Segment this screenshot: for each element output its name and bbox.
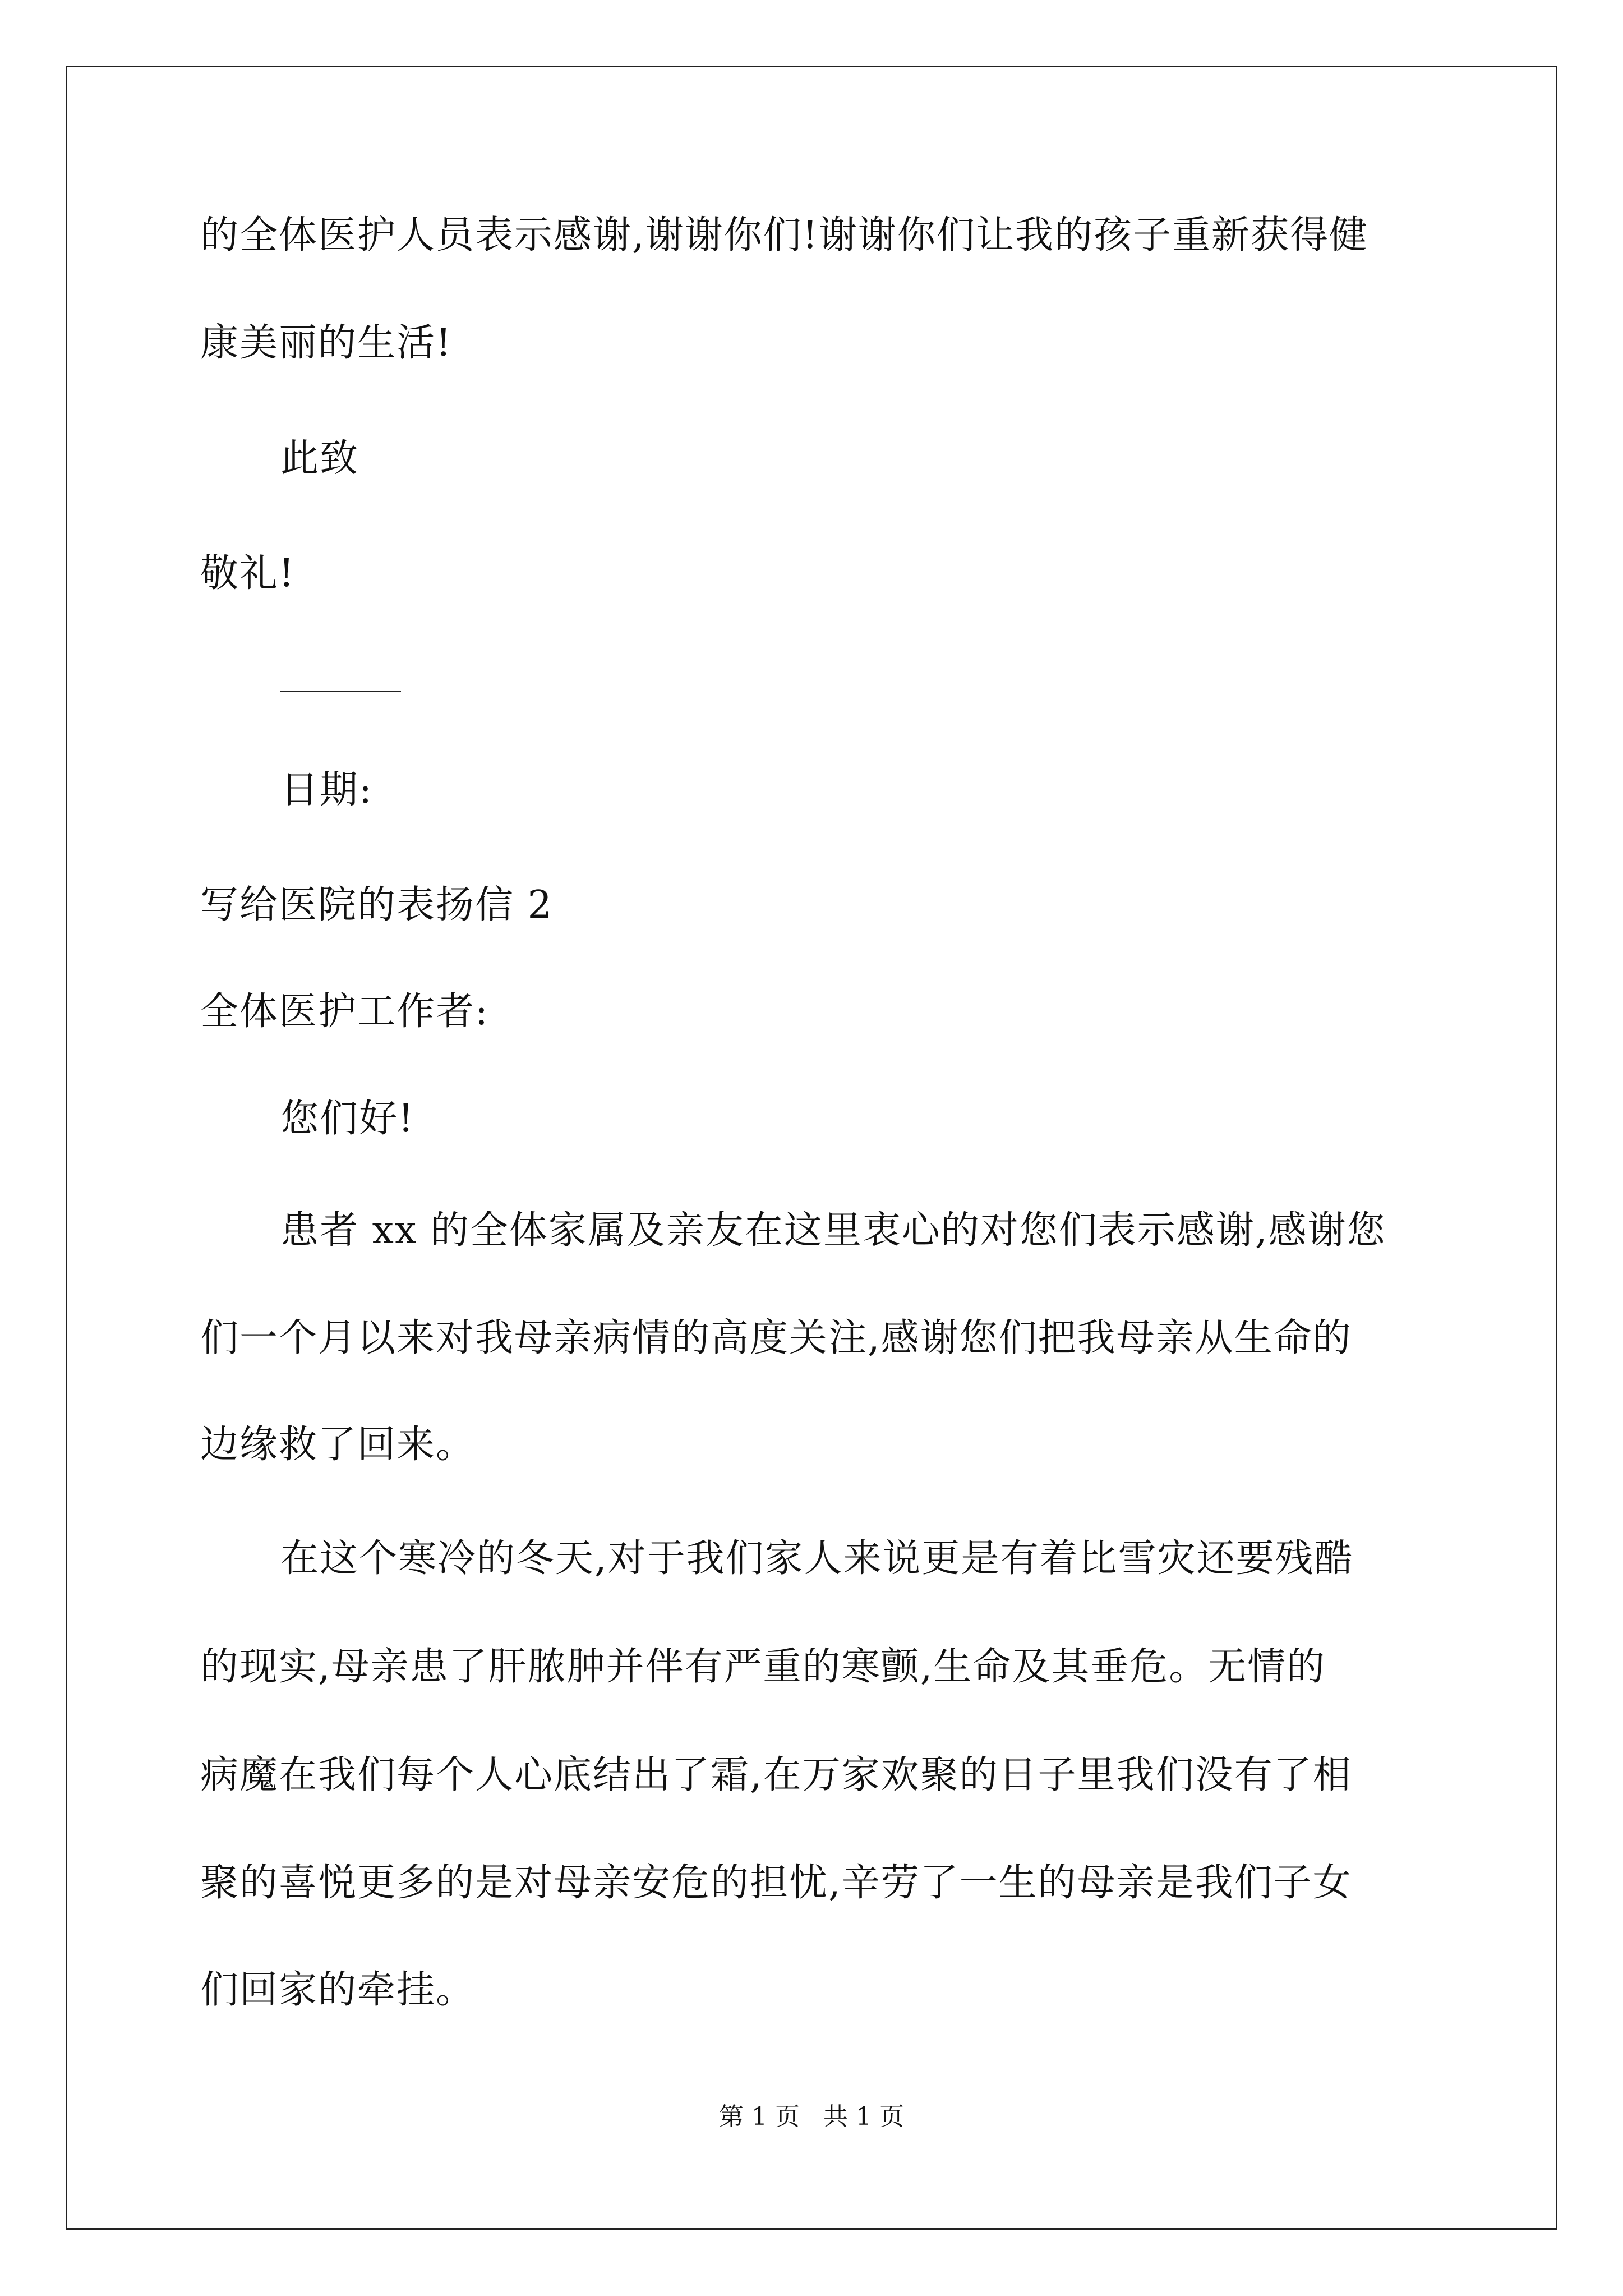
date-label: 日期: <box>280 768 373 812</box>
paragraph2-line-1: 在这个寒冷的冬天,对于我们家人来说更是有着比雪灾还要残酷 <box>280 1536 1354 1581</box>
respect-line: 敬礼! <box>200 551 296 596</box>
paragraph2-line-5: 们回家的牵挂。 <box>200 1968 476 2012</box>
signature-line <box>280 691 401 692</box>
paragraph1-line-2: 们一个月以来对我母亲病情的高度关注,感谢您们把我母亲从生命的 <box>200 1316 1352 1360</box>
closing-line-1: 的全体医护人员表示感谢,谢谢你们!谢谢你们让我的孩子重新获得健 <box>200 213 1368 257</box>
salutation: 此致 <box>280 436 359 481</box>
greeting: 您们好! <box>280 1097 415 1141</box>
page-footer: 第 1 页 共 1 页 <box>719 2102 904 2131</box>
letter-title: 写给医院的表扬信 2 <box>200 883 553 927</box>
closing-line-2: 康美丽的生活! <box>200 321 453 365</box>
paragraph2-line-2: 的现实,母亲患了肝脓肿并伴有严重的寒颤,生命及其垂危。无情的 <box>200 1645 1326 1689</box>
paragraph1-line-3: 边缘救了回来。 <box>200 1423 476 1467</box>
recipient: 全体医护工作者: <box>200 990 489 1034</box>
paragraph1-line-1: 患者 xx 的全体家属及亲友在这里衷心的对您们表示感谢,感谢您 <box>280 1208 1386 1253</box>
paragraph2-line-4: 聚的喜悦更多的是对母亲安危的担忧,辛劳了一生的母亲是我们子女 <box>200 1861 1352 1905</box>
paragraph2-line-3: 病魔在我们每个人心底结出了霜,在万家欢聚的日子里我们没有了相 <box>200 1753 1352 1797</box>
